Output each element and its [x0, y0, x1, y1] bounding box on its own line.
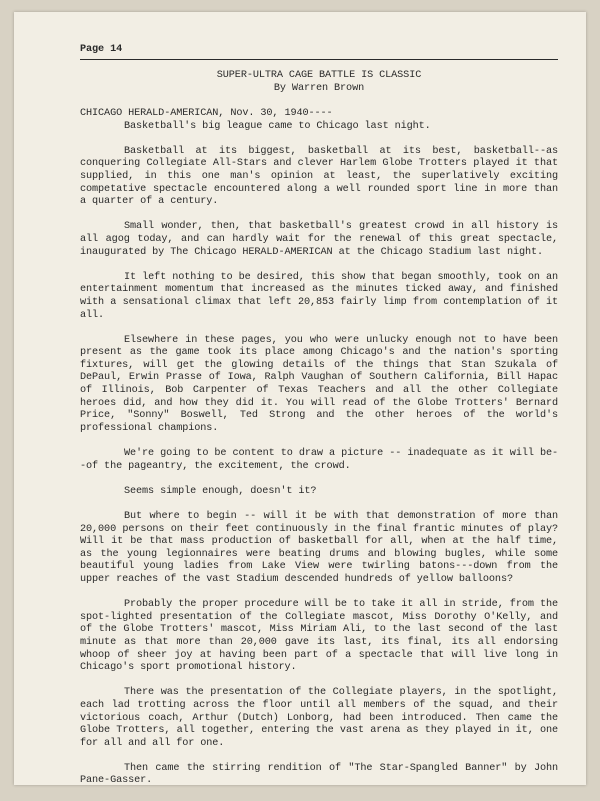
- page-header: [80, 44, 558, 60]
- paragraph: But where to begin -- will it be with that demonstration of more than 20,000 persons on their feet continuously in the final frantic minutes of play? Will it be that mass production of basketball for all, when at the half time, as the young legionnaires were beating drums and blowing bugles, while some beautiful young ladies from Lake View were twirling batons---down from the upper reaches of the vast Stadium descended hundreds of yellow balloons?: [80, 511, 558, 585]
- paragraph: Elsewhere in these pages, you who were unlucky enough not to have been present as the game took its place among Chicago's and the nation's sporting fixtures, will get the glowing details of the things that Stan Szukala of DePaul, Erwin Prasse of Iowa, Ralph Vaughan of Southern California, Bill Hapac of Illinois, Bob Carpenter of Texas Teachers and all the other Collegiate heroes did, and how they did it. You will read of the Globe Trotters' Bernard Price, "Sonny" Boswell, Ted Strong and the other heroes of the world's professional champions.: [80, 334, 558, 434]
- article-byline: By Warren Brown: [273, 82, 365, 94]
- page-number: Page 14: [80, 44, 123, 55]
- paragraph: Basketball's big league came to Chicago last night.: [124, 120, 431, 132]
- paragraph: Then came the stirring rendition of "The Star-Spangled Banner" by John Pane-Gasser.: [80, 762, 558, 787]
- article-heading: [80, 70, 558, 95]
- article-dateline: CHICAGO HERALD-AMERICAN, Nov. 30, 1940----: [80, 108, 333, 119]
- paragraph: It left nothing to be desired, this show that began smoothly, took on an entertainment momentum that increased as the minutes ticked away, and finished with a sensational climax that left 20,853 fairly limp from contemplation of it all.: [80, 271, 558, 321]
- document-page: [14, 12, 586, 785]
- paragraph: We're going to be content to draw a picture -- inadequate as it will be--of the pageantry, the excitement, the crowd.: [80, 448, 558, 472]
- paragraph: There was the presentation of the Collegiate players, in the spotlight, each lad trotting across the floor until all members of the squad, and their victorious coach, Arthur (Dutch) Lonborg, had been introduced. Then came the Globe Trotters, all together, entering the vast arena as they played in it, one for all and all for one.: [80, 687, 558, 749]
- paragraph: Basketball at its biggest, basketball at its best, basketball--as conquering Collegiate All-Stars and clever Harlem Globe Trotters played it that supplied, in this one man's opinion at least, the superlatively exciting competative spectacle encountered along a well rounded sport line in more than a quarter of a century.: [80, 145, 558, 208]
- article-title: SUPER-ULTRA CAGE BATTLE IS CLASSIC: [216, 70, 422, 81]
- paragraph: Seems simple enough, doesn't it?: [124, 485, 317, 497]
- paragraph: Small wonder, then, that basketball's greatest crowd in all history is all agog today, and can hardly wait for the renewal of this great spectacle, inaugurated by The Chicago HERALD-AMERICAN at the Chicago Stadium last night.: [80, 221, 558, 258]
- article-body: [80, 108, 558, 801]
- paragraph: Probably the proper procedure will be to take it all in stride, from the spot-lighted presentation of the Collegiate mascot, Miss Dorothy O'Kelly, and of the Globe Trotters' mascot, Miss Miriam Ali, to the last second of the last minute as that more than 20,000 gave its last, its final, its all endorsing whoop of sheer joy at having been part of a spectacle that will live long in Chicago's sport promotional history.: [80, 599, 558, 674]
